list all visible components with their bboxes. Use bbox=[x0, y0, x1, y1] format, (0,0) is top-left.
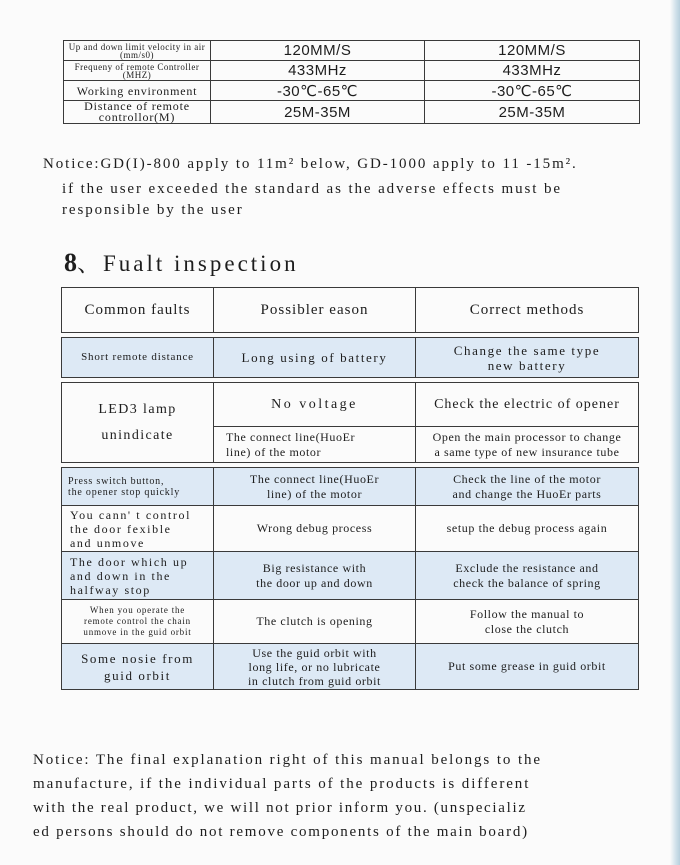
reason-cell: No voltage bbox=[214, 383, 416, 427]
method-line: Exclude the resistance and bbox=[455, 560, 599, 575]
fault-line: unindicate bbox=[101, 427, 174, 443]
reason-line: The connect line(HuoEr bbox=[226, 429, 356, 444]
spec-label: Up and down limit velocity in air (mm/s0) bbox=[64, 41, 211, 61]
method-line: check the balance of spring bbox=[453, 575, 601, 590]
fault-line: LED3 lamp bbox=[98, 401, 177, 417]
fault-row bbox=[62, 338, 639, 378]
page-edge-decoration bbox=[670, 0, 680, 865]
notice-top-line-1: Notice:GD(I)-800 apply to 11m² below, GD-1000 apply to 11 -15m². bbox=[43, 156, 578, 172]
section-heading bbox=[64, 245, 299, 278]
spec-value: 25M-35M bbox=[425, 101, 640, 124]
method-cell bbox=[416, 338, 639, 378]
spec-value: -30℃-65℃ bbox=[425, 81, 640, 101]
reason-line: line) of the motor bbox=[226, 444, 322, 459]
spec-label: Distance of remote controllor(M) bbox=[64, 101, 211, 124]
fault-row bbox=[62, 600, 639, 644]
reason-cell bbox=[214, 552, 416, 600]
fault-cell bbox=[62, 383, 214, 463]
reason-line: long life, or no lubricate bbox=[248, 659, 381, 674]
header-correct-methods: Correct methods bbox=[416, 288, 639, 333]
spec-row bbox=[64, 41, 640, 61]
method-cell: Put some grease in guid orbit bbox=[416, 644, 639, 690]
method-cell: setup the debug process again bbox=[416, 506, 639, 552]
reason-cell bbox=[214, 427, 416, 463]
notice-bottom-line-4: ed persons should do not remove components of the main board) bbox=[33, 824, 529, 840]
method-cell bbox=[416, 552, 639, 600]
fault-cell bbox=[62, 600, 214, 644]
fault-line: guid orbit bbox=[104, 667, 171, 683]
spec-value: 433MHz bbox=[425, 61, 640, 81]
fault-row bbox=[62, 506, 639, 552]
header-common-faults: Common faults bbox=[62, 288, 214, 333]
fault-line: the opener stop quickly bbox=[68, 486, 180, 498]
method-line: a same type of new insurance tube bbox=[434, 444, 620, 459]
fault-line: remote control the chain bbox=[84, 616, 191, 626]
fault-line: unmove in the guid orbit bbox=[83, 627, 192, 637]
method-cell bbox=[416, 468, 639, 506]
fault-cell bbox=[62, 552, 214, 600]
method-cell bbox=[416, 427, 639, 463]
reason-line: The connect line(HuoEr bbox=[249, 471, 380, 486]
reason-cell: The clutch is opening bbox=[214, 600, 416, 644]
fault-cell bbox=[62, 468, 214, 506]
fault-cell: Short remote distance bbox=[62, 338, 214, 378]
section-number: 8 bbox=[64, 248, 77, 277]
fault-line: Some nosie from bbox=[81, 650, 194, 666]
fault-row bbox=[62, 644, 639, 690]
fault-line: The door which up bbox=[70, 554, 189, 569]
method-line: Change the same type bbox=[453, 342, 601, 358]
header-possible-reason: Possibler eason bbox=[214, 288, 416, 333]
reason-line: in clutch from guid orbit bbox=[248, 673, 381, 688]
notice-top-line-3: responsible by the user bbox=[62, 202, 244, 218]
reason-line: Big resistance with bbox=[262, 560, 367, 575]
method-cell bbox=[416, 600, 639, 644]
method-line: Open the main processor to change bbox=[432, 429, 622, 444]
fault-line: Press switch button, bbox=[68, 475, 165, 487]
spec-label: Frequeny of remote Controller (MHZ) bbox=[64, 61, 211, 81]
fault-cell bbox=[62, 644, 214, 690]
fault-row bbox=[62, 468, 639, 506]
spec-row bbox=[64, 101, 640, 124]
reason-cell bbox=[214, 468, 416, 506]
fault-row bbox=[62, 552, 639, 600]
spec-value: 120MM/S bbox=[211, 41, 425, 61]
reason-cell: Long using of battery bbox=[214, 338, 416, 378]
reason-cell: Wrong debug process bbox=[214, 506, 416, 552]
section-title: Fualt inspection bbox=[103, 251, 299, 276]
fault-line: halfway stop bbox=[70, 582, 151, 597]
reason-line: Use the guid orbit with bbox=[252, 645, 377, 660]
reason-line: the door up and down bbox=[256, 575, 373, 590]
spec-row bbox=[64, 81, 640, 101]
spec-value: -30℃-65℃ bbox=[211, 81, 425, 101]
method-line: new battery bbox=[487, 357, 567, 373]
method-line: and change the HuoEr parts bbox=[452, 486, 602, 501]
fault-line: When you operate the bbox=[89, 605, 186, 615]
fault-table-header bbox=[62, 288, 639, 333]
spec-label: Working environment bbox=[64, 81, 211, 101]
fault-line: and unmove bbox=[70, 535, 145, 550]
spec-value: 120MM/S bbox=[425, 41, 640, 61]
fault-cell bbox=[62, 506, 214, 552]
section-separator: 、 bbox=[77, 251, 103, 276]
spec-row bbox=[64, 61, 640, 81]
fault-row bbox=[62, 383, 639, 427]
method-cell: Check the electric of opener bbox=[416, 383, 639, 427]
method-line: Check the line of the motor bbox=[453, 471, 601, 486]
fault-line: and down in the bbox=[70, 568, 171, 583]
spec-value: 25M-35M bbox=[211, 101, 425, 124]
spec-table bbox=[63, 40, 640, 124]
method-line: close the clutch bbox=[484, 621, 570, 636]
fault-line: You cann' t control bbox=[70, 507, 192, 522]
reason-cell bbox=[214, 644, 416, 690]
fault-table bbox=[61, 287, 639, 690]
fault-line: the door fexible bbox=[70, 521, 172, 536]
spec-value: 433MHz bbox=[211, 61, 425, 81]
notice-bottom-line-3: with the real product, we will not prior inform you. (unspecializ bbox=[33, 800, 527, 816]
notice-top-line-2: if the user exceeded the standard as the adverse effects must be bbox=[62, 181, 562, 197]
reason-line: line) of the motor bbox=[266, 486, 363, 501]
notice-bottom-line-1: Notice: The final explanation right of this manual belongs to the bbox=[33, 752, 542, 768]
notice-bottom-line-2: manufacture, if the individual parts of the products is different bbox=[33, 776, 531, 792]
method-line: Follow the manual to bbox=[469, 606, 585, 621]
